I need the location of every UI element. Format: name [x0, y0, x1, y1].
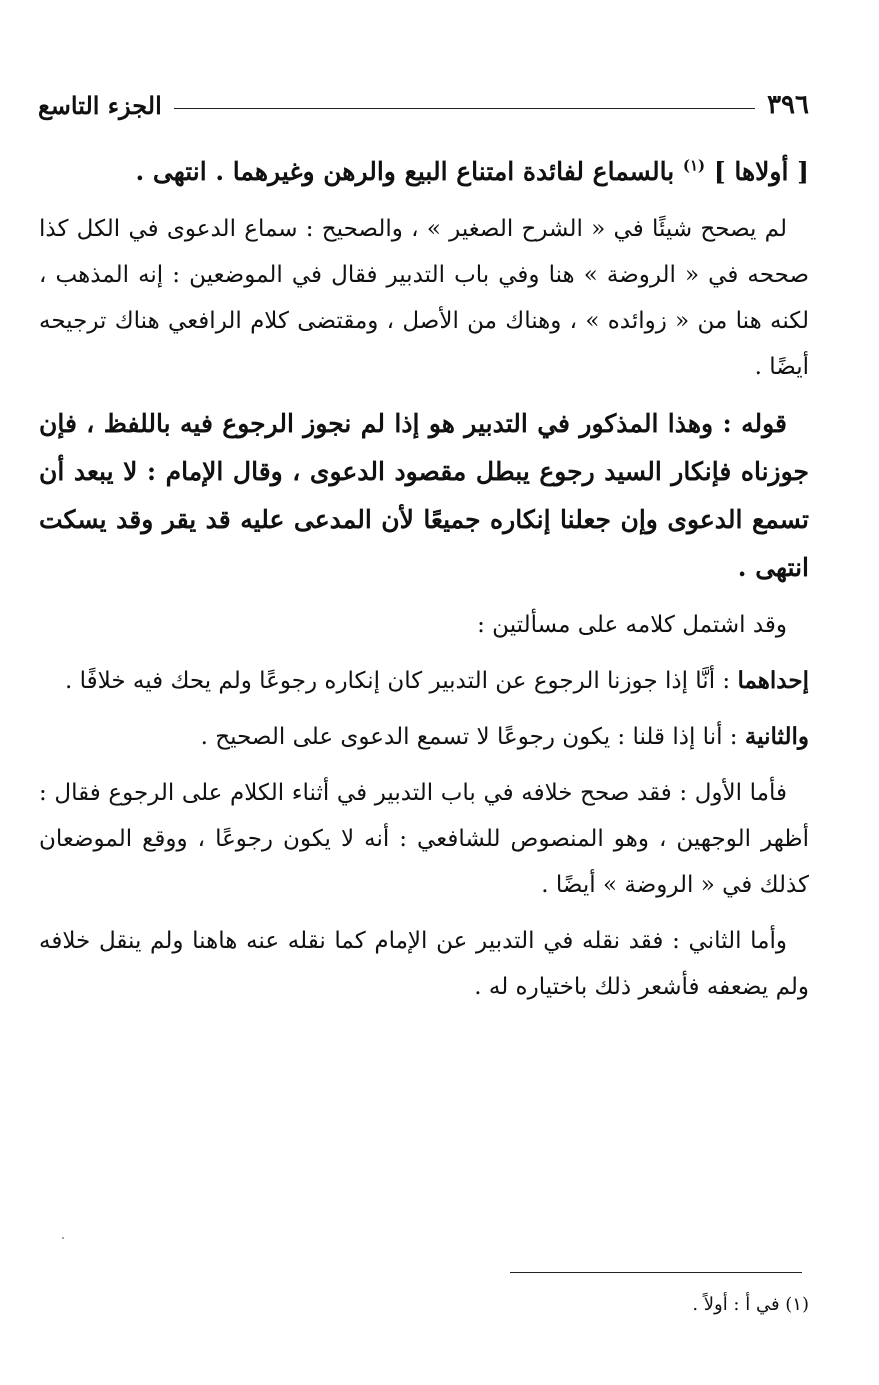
paragraph-5-lead: إحداهما [737, 667, 809, 694]
paragraph-1-text: [ أولاها ] [705, 157, 809, 186]
footnote-rule [510, 1272, 802, 1273]
page-header [38, 85, 809, 125]
scan-speck [62, 1237, 64, 1239]
paragraph-6-lead: والثانية [744, 723, 809, 750]
paragraph-5 [39, 658, 809, 704]
page-number: ٣٩٦ [767, 90, 809, 120]
paragraph-7: فأما الأول : فقد صحح خلافه في باب التدبير في أثناء الكلام على الرجوع فقال : أظهر الوجهين ، وهو المنصوص للشافعي : أنه لا يكون رجوعًا ، ووقع الموضعان كذلك في « الروضة » أيضًا . [39, 780, 809, 898]
running-title: الجزء التاسع [38, 90, 162, 120]
paragraph-1-text-after: بالسماع لفائدة امتناع البيع والرهن وغيرهما . انتهى . [135, 157, 683, 186]
paragraph-6 [39, 714, 809, 760]
footnote: (١) في أ : أولاً . [692, 1294, 809, 1315]
paragraph-4: وقد اشتمل كلامه على مسألتين : [477, 612, 787, 638]
paragraph-2: لم يصحح شيئًا في « الشرح الصغير » ، والصحيح : سماع الدعوى في الكل كذا صححه في « الروضة » هنا وفي باب التدبير فقال في الموضعين : إنه المذهب ، لكنه هنا من « زوائده » ، وهناك من الأصل ، ومقتضى كلام الرافعي هناك ترجيحه أيضًا . [39, 216, 809, 380]
paragraph-3: قوله : وهذا المذكور في التدبير هو إذا لم نجوز الرجوع فيه باللفظ ، فإن جوزناه فإنكار السيد رجوع يبطل مقصود الدعوى ، وقال الإمام : لا يبعد أن تسمع الدعوى وإن جعلنا إنكاره جميعًا لأن المدعى عليه قد يقر وقد يسكت انتهى . [39, 409, 809, 582]
paragraph-6-text: : أنا إذا قلنا : يكون رجوعًا لا تسمع الدعوى على الصحيح . [200, 724, 745, 750]
paragraph-1 [39, 148, 809, 196]
paragraph-8: وأما الثاني : فقد نقله في التدبير عن الإمام كما نقله عنه هاهنا ولم ينقل خلافه ولم يضعفه فأشعر ذلك باختياره له . [39, 928, 809, 1000]
header-rule [174, 108, 755, 109]
page-body [39, 148, 809, 1010]
footnote-reference: (١) [682, 156, 706, 175]
paragraph-5-text: : أنَّا إذا جوزنا الرجوع عن التدبير كان إنكاره رجوعًا ولم يحك فيه خلافًا . [65, 668, 738, 694]
